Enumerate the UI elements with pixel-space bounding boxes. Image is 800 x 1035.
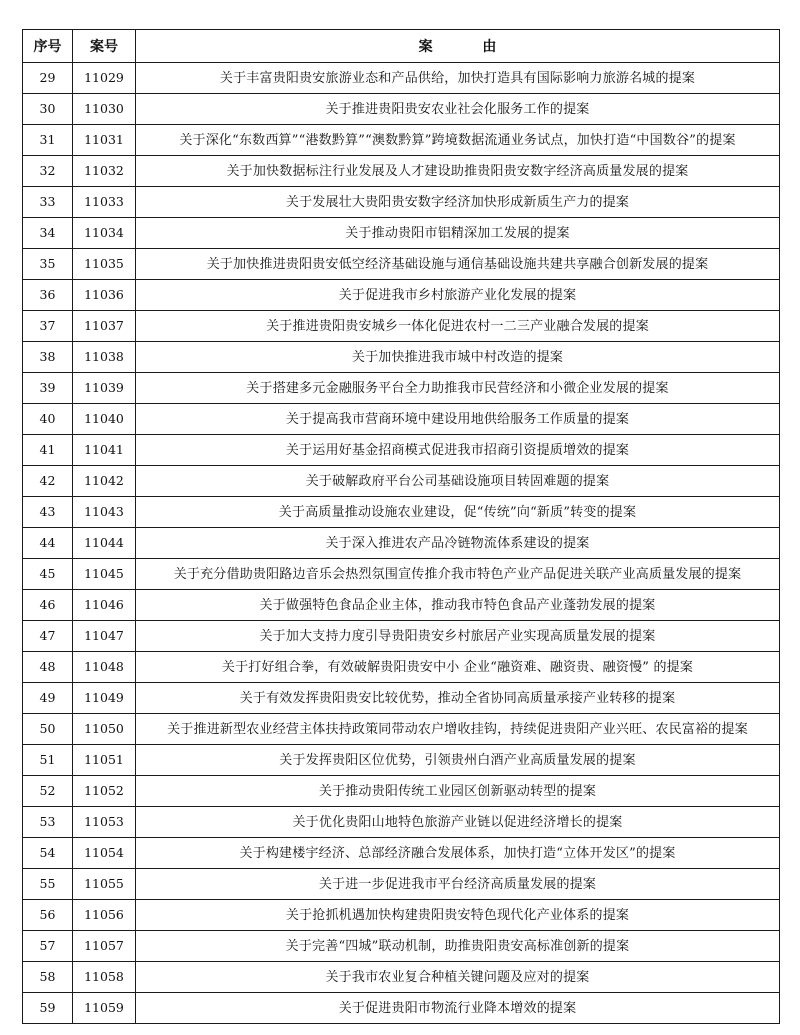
- row-reason-text: 关于破解政府平台公司基础设施项目转固难题的提案: [305, 474, 610, 489]
- row-reason: [136, 838, 780, 869]
- row-reason: [136, 497, 780, 528]
- table-row: [23, 187, 780, 218]
- row-reason: [136, 900, 780, 931]
- table-row: [23, 683, 780, 714]
- row-reason: [136, 559, 780, 590]
- row-seq: 40: [23, 404, 73, 435]
- row-reason: [136, 807, 780, 838]
- row-case-no: 11032: [73, 156, 136, 187]
- table-row: [23, 962, 780, 993]
- row-reason: [136, 931, 780, 962]
- row-seq: 35: [23, 249, 73, 280]
- row-case-no: 11057: [73, 931, 136, 962]
- row-reason: [136, 776, 780, 807]
- row-case-no: 11056: [73, 900, 136, 931]
- table-row: [23, 373, 780, 404]
- table-row: [23, 745, 780, 776]
- row-seq: 46: [23, 590, 73, 621]
- row-case-no: 11031: [73, 125, 136, 156]
- row-case-no: 11047: [73, 621, 136, 652]
- row-reason: [136, 249, 780, 280]
- row-reason-text: 关于促进我市乡村旅游产业化发展的提案: [338, 288, 577, 303]
- row-reason-text: 关于搭建多元金融服务平台全力助推我市民营经济和小微企业发展的提案: [246, 381, 669, 396]
- table-row: [23, 993, 780, 1024]
- row-seq: 49: [23, 683, 73, 714]
- row-reason: [136, 187, 780, 218]
- row-reason-text: 关于进一步促进我市平台经济高质量发展的提案: [318, 877, 597, 892]
- table-row: [23, 652, 780, 683]
- row-seq: 42: [23, 466, 73, 497]
- row-case-no: 11050: [73, 714, 136, 745]
- row-reason-text: 关于我市农业复合种植关键问题及应对的提案: [325, 970, 590, 985]
- row-seq: 33: [23, 187, 73, 218]
- row-reason-text: 关于有效发挥贵阳贵安比较优势，推动全省协同高质量承接产业转移的提案: [239, 691, 676, 706]
- row-reason-text: 关于完善“四城”联动机制，助推贵阳贵安高标准创新的提案: [285, 939, 630, 954]
- row-reason: [136, 683, 780, 714]
- table-row: [23, 404, 780, 435]
- proposal-table-page: [22, 29, 779, 1024]
- row-case-no: 11038: [73, 342, 136, 373]
- row-reason-text: 关于抢抓机遇加快构建贵阳贵安特色现代化产业体系的提案: [285, 908, 630, 923]
- table-row: [23, 94, 780, 125]
- row-case-no: 11044: [73, 528, 136, 559]
- row-seq: 45: [23, 559, 73, 590]
- row-case-no: 11037: [73, 311, 136, 342]
- table-row: [23, 714, 780, 745]
- table-row: [23, 125, 780, 156]
- row-reason: [136, 311, 780, 342]
- table-row: [23, 931, 780, 962]
- row-case-no: 11048: [73, 652, 136, 683]
- row-reason: [136, 218, 780, 249]
- row-reason: [136, 373, 780, 404]
- row-reason: [136, 962, 780, 993]
- row-seq: 34: [23, 218, 73, 249]
- row-seq: 51: [23, 745, 73, 776]
- table-row: [23, 466, 780, 497]
- row-reason-text: 关于深化“东数西算”“港数黔算”“澳数黔算”跨境数据流通业务试点，加快打造“中国数谷”的提案: [179, 133, 736, 148]
- row-case-no: 11045: [73, 559, 136, 590]
- row-reason-text: 关于加快推进我市城中村改造的提案: [351, 350, 564, 365]
- row-case-no: 11051: [73, 745, 136, 776]
- row-seq: 53: [23, 807, 73, 838]
- row-reason-text: 关于推动贵阳市铝精深加工发展的提案: [345, 226, 570, 241]
- row-case-no: 11042: [73, 466, 136, 497]
- header-reason: 案 由: [136, 30, 780, 63]
- row-seq: 57: [23, 931, 73, 962]
- proposal-table: [22, 29, 780, 1024]
- row-reason: [136, 652, 780, 683]
- row-seq: 56: [23, 900, 73, 931]
- row-reason: [136, 869, 780, 900]
- row-case-no: 11043: [73, 497, 136, 528]
- row-reason: [136, 280, 780, 311]
- row-reason-text: 关于丰富贵阳贵安旅游业态和产品供给，加快打造具有国际影响力旅游名城的提案: [219, 71, 696, 86]
- table-row: [23, 342, 780, 373]
- row-case-no: 11046: [73, 590, 136, 621]
- row-reason: [136, 94, 780, 125]
- row-reason-text: 关于推动贵阳传统工业园区创新驱动转型的提案: [318, 784, 597, 799]
- row-reason: [136, 435, 780, 466]
- row-case-no: 11035: [73, 249, 136, 280]
- row-seq: 59: [23, 993, 73, 1024]
- row-seq: 37: [23, 311, 73, 342]
- row-seq: 43: [23, 497, 73, 528]
- row-seq: 55: [23, 869, 73, 900]
- table-row: [23, 900, 780, 931]
- row-reason-text: 关于推进贵阳贵安城乡一体化促进农村一二三产业融合发展的提案: [266, 319, 649, 334]
- row-reason-text: 关于加快数据标注行业发展及人才建设助推贵阳贵安数字经济高质量发展的提案: [226, 164, 689, 179]
- table-row: [23, 497, 780, 528]
- row-reason-text: 关于打好组合拳，有效破解贵阳贵安中小 企业“融资难、融资贵、融资慢” 的提案: [221, 660, 694, 675]
- row-case-no: 11058: [73, 962, 136, 993]
- row-case-no: 11054: [73, 838, 136, 869]
- row-seq: 54: [23, 838, 73, 869]
- row-reason-text: 关于促进贵阳市物流行业降本增效的提案: [338, 1001, 577, 1016]
- row-reason: [136, 156, 780, 187]
- table-row: [23, 218, 780, 249]
- row-case-no: 11029: [73, 63, 136, 94]
- row-reason-text: 关于发展壮大贵阳贵安数字经济加快形成新质生产力的提案: [285, 195, 630, 210]
- row-reason-text: 关于发挥贵阳区位优势，引领贵州白酒产业高质量发展的提案: [279, 753, 636, 768]
- row-reason-text: 关于加快推进贵阳贵安低空经济基础设施与通信基础设施共建共享融合创新发展的提案: [206, 257, 709, 272]
- table-row: [23, 63, 780, 94]
- row-reason-text: 关于高质量推动设施农业建设，促“传统”向“新质”转变的提案: [278, 505, 637, 520]
- row-seq: 47: [23, 621, 73, 652]
- row-seq: 39: [23, 373, 73, 404]
- row-reason-text: 关于构建楼宇经济、总部经济融合发展体系，加快打造“立体开发区”的提案: [239, 846, 676, 861]
- table-row: [23, 311, 780, 342]
- row-reason-text: 关于深入推进农产品冷链物流体系建设的提案: [325, 536, 590, 551]
- table-row: [23, 280, 780, 311]
- table-row: [23, 869, 780, 900]
- table-row: [23, 559, 780, 590]
- table-row: [23, 249, 780, 280]
- row-reason: [136, 342, 780, 373]
- row-seq: 52: [23, 776, 73, 807]
- row-reason: [136, 745, 780, 776]
- row-reason: [136, 528, 780, 559]
- row-reason-text: 关于推进贵阳贵安农业社会化服务工作的提案: [325, 102, 590, 117]
- row-seq: 50: [23, 714, 73, 745]
- row-seq: 48: [23, 652, 73, 683]
- row-reason-text: 关于推进新型农业经营主体扶持政策同带动农户增收挂钩，持续促进贵阳产业兴旺、农民富裕的提案: [167, 722, 748, 737]
- row-reason-text: 关于加大支持力度引导贵阳贵安乡村旅居产业实现高质量发展的提案: [259, 629, 656, 644]
- table-row: [23, 621, 780, 652]
- row-seq: 29: [23, 63, 73, 94]
- table-row: [23, 435, 780, 466]
- row-seq: 41: [23, 435, 73, 466]
- row-case-no: 11041: [73, 435, 136, 466]
- row-reason: [136, 125, 780, 156]
- header-row: [23, 30, 780, 63]
- row-case-no: 11033: [73, 187, 136, 218]
- row-case-no: 11052: [73, 776, 136, 807]
- row-seq: 38: [23, 342, 73, 373]
- table-body: [23, 63, 780, 1024]
- table-row: [23, 156, 780, 187]
- row-reason-text: 关于运用好基金招商模式促进我市招商引资提质增效的提案: [285, 443, 630, 458]
- row-seq: 44: [23, 528, 73, 559]
- row-reason-text: 关于提高我市营商环境中建设用地供给服务工作质量的提案: [285, 412, 630, 427]
- table-row: [23, 838, 780, 869]
- row-case-no: 11039: [73, 373, 136, 404]
- row-reason: [136, 590, 780, 621]
- row-reason: [136, 714, 780, 745]
- row-seq: 58: [23, 962, 73, 993]
- row-case-no: 11036: [73, 280, 136, 311]
- row-seq: 32: [23, 156, 73, 187]
- row-case-no: 11034: [73, 218, 136, 249]
- row-reason-text: 关于做强特色食品企业主体，推动我市特色食品产业蓬勃发展的提案: [259, 598, 656, 613]
- row-case-no: 11049: [73, 683, 136, 714]
- row-case-no: 11030: [73, 94, 136, 125]
- row-reason: [136, 621, 780, 652]
- row-reason-text: 关于优化贵阳山地特色旅游产业链以促进经济增长的提案: [292, 815, 623, 830]
- table-row: [23, 807, 780, 838]
- row-reason: [136, 404, 780, 435]
- row-seq: 36: [23, 280, 73, 311]
- table-row: [23, 590, 780, 621]
- header-seq: 序号: [23, 30, 73, 63]
- row-reason-text: 关于充分借助贵阳路边音乐会热烈氛围宣传推介我市特色产业产品促进关联产业高质量发展的提案: [173, 567, 742, 582]
- row-reason: [136, 993, 780, 1024]
- row-reason: [136, 466, 780, 497]
- table-header: [23, 30, 780, 63]
- row-case-no: 11040: [73, 404, 136, 435]
- row-seq: 30: [23, 94, 73, 125]
- row-case-no: 11059: [73, 993, 136, 1024]
- row-case-no: 11055: [73, 869, 136, 900]
- header-case-no: 案号: [73, 30, 136, 63]
- table-row: [23, 528, 780, 559]
- row-seq: 31: [23, 125, 73, 156]
- row-case-no: 11053: [73, 807, 136, 838]
- row-reason: [136, 63, 780, 94]
- table-row: [23, 776, 780, 807]
